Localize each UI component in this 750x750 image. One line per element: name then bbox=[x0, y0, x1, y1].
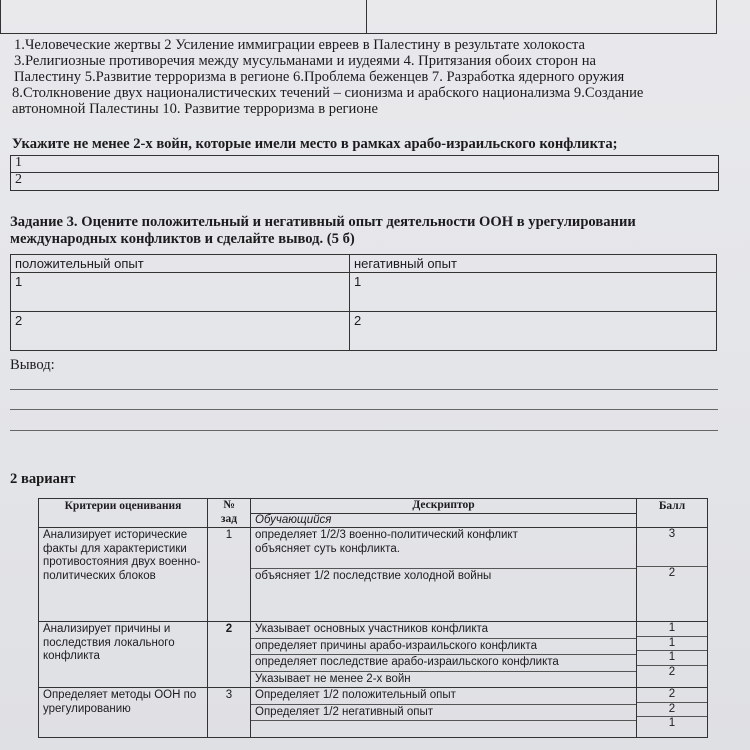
conclusion-label: Вывод: bbox=[10, 357, 55, 373]
score-header: Балл bbox=[637, 499, 708, 528]
score-value: 1 bbox=[668, 717, 676, 729]
wars-answer-row[interactable] bbox=[10, 172, 719, 191]
wars-question: Укажите не менее 2-х войн, которые имели место в рамках арабо-израильского конфликта; bbox=[12, 136, 618, 152]
num-header-line: зад bbox=[220, 512, 238, 525]
criterion-cell: Анализирует причины и последствия локального конфликта bbox=[39, 622, 208, 688]
experience-table bbox=[10, 254, 717, 351]
criteria-header: Критерии оценивания bbox=[39, 499, 208, 528]
criterion-cell: Анализирует исторические факты для характеристики противостояния двух военно-политических блоков bbox=[39, 528, 208, 622]
descriptor-header-cell bbox=[251, 499, 637, 528]
wars-answer-row[interactable] bbox=[10, 155, 719, 173]
score-cell bbox=[637, 688, 708, 738]
assessment-table bbox=[38, 498, 708, 738]
positive-cell[interactable]: 1 bbox=[11, 273, 350, 312]
intro-line: 3.Религиозные противоречия между мусульманами и иудеями 4. Притязания обоих сторон на bbox=[14, 53, 597, 69]
variant-title: 2 вариант bbox=[10, 471, 76, 487]
table-divider bbox=[366, 0, 367, 33]
score-value: 2 bbox=[668, 567, 676, 579]
task-number: 1 bbox=[208, 528, 251, 622]
descriptor-item bbox=[251, 721, 636, 737]
answer-line[interactable] bbox=[10, 389, 718, 390]
negative-cell[interactable]: 1 bbox=[350, 273, 717, 312]
task3-title: Задание 3. Оцените положительный и негативный опыт деятельности ООН в урегулировании bbox=[10, 214, 636, 230]
row-number: 1 bbox=[15, 155, 22, 170]
intro-line: 1.Человеческие жертвы 2 Усиление иммиграции евреев в Палестину в результате холокоста bbox=[14, 37, 586, 53]
score-value: 1 bbox=[637, 637, 707, 652]
score-cell bbox=[637, 622, 708, 688]
positive-header: положительный опыт bbox=[11, 255, 350, 273]
intro-line: Палестину 5.Развитие терроризма в регионе 6.Проблема беженцев 7. Разработка ядерного оружия bbox=[14, 69, 625, 85]
task-number: 2 bbox=[208, 622, 251, 688]
positive-cell[interactable]: 2 bbox=[11, 312, 350, 351]
answer-line[interactable] bbox=[10, 430, 718, 431]
descriptor-item: Указывает не менее 2-х войн bbox=[255, 672, 411, 685]
descriptor-cell bbox=[251, 622, 637, 688]
num-header-line: № bbox=[223, 499, 235, 511]
descriptor-header: Дескриптор bbox=[251, 499, 636, 514]
descriptor-item: определяет последствие арабо-израильского конфликта bbox=[251, 655, 636, 672]
answer-line[interactable] bbox=[10, 409, 718, 410]
previous-table-fragment bbox=[0, 0, 717, 34]
descriptor-item: определяет 1/2/3 военно-политический конфликт объясняет суть конфликта. bbox=[251, 528, 636, 569]
descriptor-item: Определяет 1/2 положительный опыт bbox=[251, 688, 636, 705]
intro-line: автономной Палестины 10. Развитие терроризма в регионе bbox=[12, 101, 378, 117]
score-value: 3 bbox=[637, 528, 707, 567]
task-number-header bbox=[208, 499, 251, 528]
score-value: 1 bbox=[637, 651, 707, 666]
descriptor-cell bbox=[251, 688, 637, 738]
task3-title: международных конфликтов и сделайте вывод. (5 б) bbox=[10, 231, 355, 247]
descriptor-item: Определяет 1/2 негативный опыт bbox=[251, 705, 636, 722]
intro-line: 8.Столкновение двух националистических течений – сионизма и арабского национализма 9.Создание bbox=[12, 85, 644, 101]
task-number: 3 bbox=[208, 688, 251, 738]
negative-cell[interactable]: 2 bbox=[350, 312, 717, 351]
score-value: 2 bbox=[637, 703, 707, 718]
criterion-cell: Определяет методы ООН по урегулированию bbox=[39, 688, 208, 738]
student-label: Обучающийся bbox=[255, 513, 332, 526]
score-value: 2 bbox=[637, 688, 707, 703]
descriptor-item: объясняет 1/2 последствие холодной войны bbox=[255, 570, 492, 582]
score-value: 2 bbox=[668, 665, 676, 678]
descriptor-item: определяет причины арабо-израильского конфликта bbox=[251, 639, 636, 656]
score-cell bbox=[637, 528, 708, 622]
row-number: 2 bbox=[15, 172, 22, 187]
negative-header: негативный опыт bbox=[350, 255, 717, 273]
score-value: 1 bbox=[637, 622, 707, 637]
descriptor-cell bbox=[251, 528, 637, 622]
descriptor-item: Указывает основных участников конфликта bbox=[251, 622, 636, 639]
